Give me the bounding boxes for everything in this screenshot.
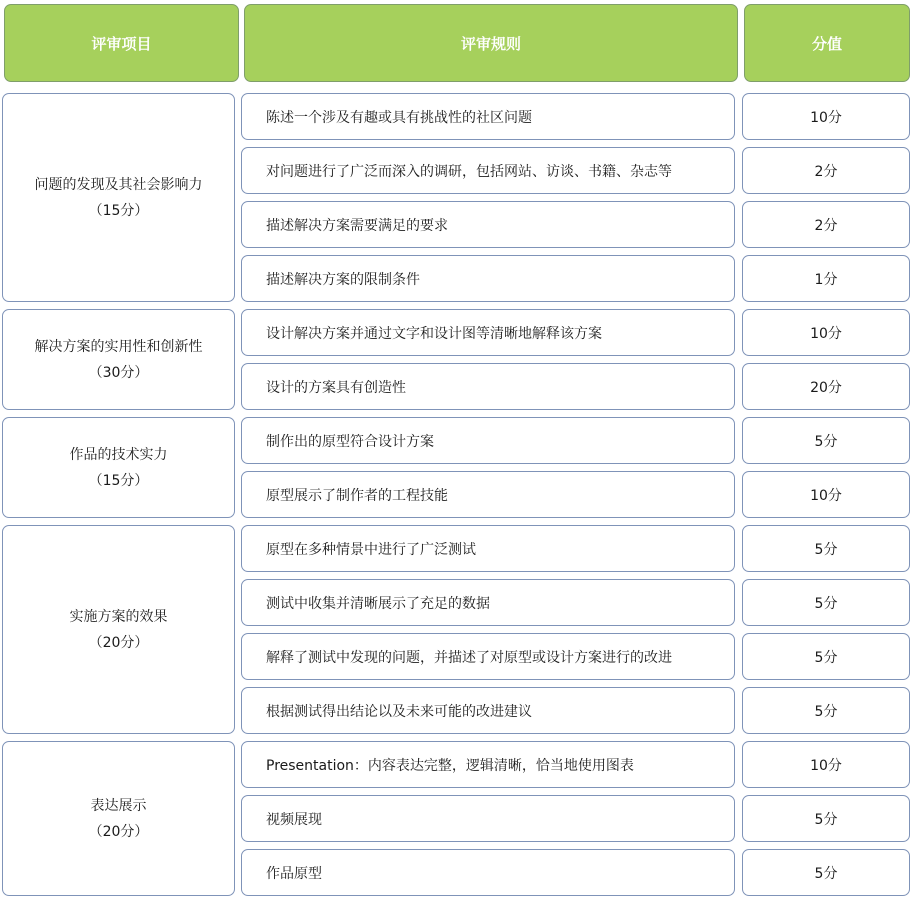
score-value: 10分	[810, 109, 842, 126]
header-project	[4, 4, 239, 82]
score-value: 5分	[814, 595, 838, 612]
category-cell	[2, 309, 235, 410]
rule-cell	[241, 471, 735, 518]
header-score	[744, 4, 910, 82]
category-name: 实施方案的效果	[69, 608, 168, 625]
category-name: 表达展示	[90, 797, 147, 814]
score-value: 5分	[814, 703, 838, 720]
score-cell	[742, 309, 910, 356]
score-cell	[742, 417, 910, 464]
score-value: 20分	[810, 379, 842, 396]
score-cell	[742, 849, 910, 896]
rule-cell	[241, 309, 735, 356]
rule-cell	[241, 795, 735, 842]
rule-text: 对问题进行了广泛而深入的调研，包括网站、访谈、书籍、杂志等	[266, 163, 672, 180]
rule-text: 陈述一个涉及有趣或具有挑战性的社区问题	[266, 109, 532, 126]
rule-cell	[241, 417, 735, 464]
header-score-label: 分值	[811, 34, 842, 53]
score-value: 2分	[814, 217, 838, 234]
score-cell	[742, 471, 910, 518]
rule-cell	[241, 93, 735, 140]
score-value: 5分	[814, 433, 838, 450]
header-project-label: 评审项目	[91, 34, 152, 53]
score-cell	[742, 93, 910, 140]
category-cell	[2, 525, 235, 734]
category-points: （20分）	[88, 823, 149, 840]
rule-text: 制作出的原型符合设计方案	[266, 433, 434, 450]
score-value: 1分	[814, 271, 838, 288]
category-name: 作品的技术实力	[69, 446, 168, 463]
category-cell	[2, 417, 235, 518]
rule-cell	[241, 255, 735, 302]
score-value: 5分	[814, 649, 838, 666]
header-rule	[244, 4, 738, 82]
rule-text: 根据测试得出结论以及未来可能的改进建议	[266, 703, 532, 720]
rule-cell	[241, 741, 735, 788]
rule-text: Presentation：内容表达完整，逻辑清晰，恰当地使用图表	[266, 757, 634, 774]
rule-cell	[241, 201, 735, 248]
category-points: （15分）	[88, 202, 149, 219]
score-value: 5分	[814, 811, 838, 828]
rule-text: 视频展现	[266, 811, 322, 828]
score-cell	[742, 741, 910, 788]
header-rule-label: 评审规则	[460, 34, 521, 53]
score-value: 10分	[810, 325, 842, 342]
category-points: （20分）	[88, 634, 149, 651]
category-name: 问题的发现及其社会影响力	[34, 176, 203, 193]
category-cell	[2, 93, 235, 302]
category-points: （15分）	[88, 472, 149, 489]
score-cell	[742, 255, 910, 302]
rule-cell	[241, 579, 735, 626]
rule-text: 设计的方案具有创造性	[266, 379, 406, 396]
score-value: 5分	[814, 541, 838, 558]
category-cell	[2, 741, 235, 896]
rule-text: 描述解决方案需要满足的要求	[266, 217, 448, 234]
score-cell	[742, 201, 910, 248]
rule-text: 作品原型	[266, 865, 322, 882]
rule-cell	[241, 849, 735, 896]
rule-text: 解释了测试中发现的问题，并描述了对原型或设计方案进行的改进	[266, 649, 672, 666]
rule-cell	[241, 687, 735, 734]
score-cell	[742, 363, 910, 410]
rule-text: 设计解决方案并通过文字和设计图等清晰地解释该方案	[266, 325, 602, 342]
rule-text: 测试中收集并清晰展示了充足的数据	[266, 595, 490, 612]
score-value: 5分	[814, 865, 838, 882]
rule-cell	[241, 363, 735, 410]
score-value: 2分	[814, 163, 838, 180]
score-cell	[742, 579, 910, 626]
rule-cell	[241, 525, 735, 572]
rule-text: 原型在多种情景中进行了广泛测试	[266, 541, 476, 558]
score-cell	[742, 525, 910, 572]
category-name: 解决方案的实用性和创新性	[34, 338, 203, 355]
score-value: 10分	[810, 757, 842, 774]
score-cell	[742, 795, 910, 842]
rule-cell	[241, 147, 735, 194]
score-cell	[742, 687, 910, 734]
rule-text: 原型展示了制作者的工程技能	[266, 487, 448, 504]
score-value: 10分	[810, 487, 842, 504]
rule-cell	[241, 633, 735, 680]
score-cell	[742, 147, 910, 194]
rule-text: 描述解决方案的限制条件	[266, 271, 420, 288]
category-points: （30分）	[88, 364, 149, 381]
score-cell	[742, 633, 910, 680]
